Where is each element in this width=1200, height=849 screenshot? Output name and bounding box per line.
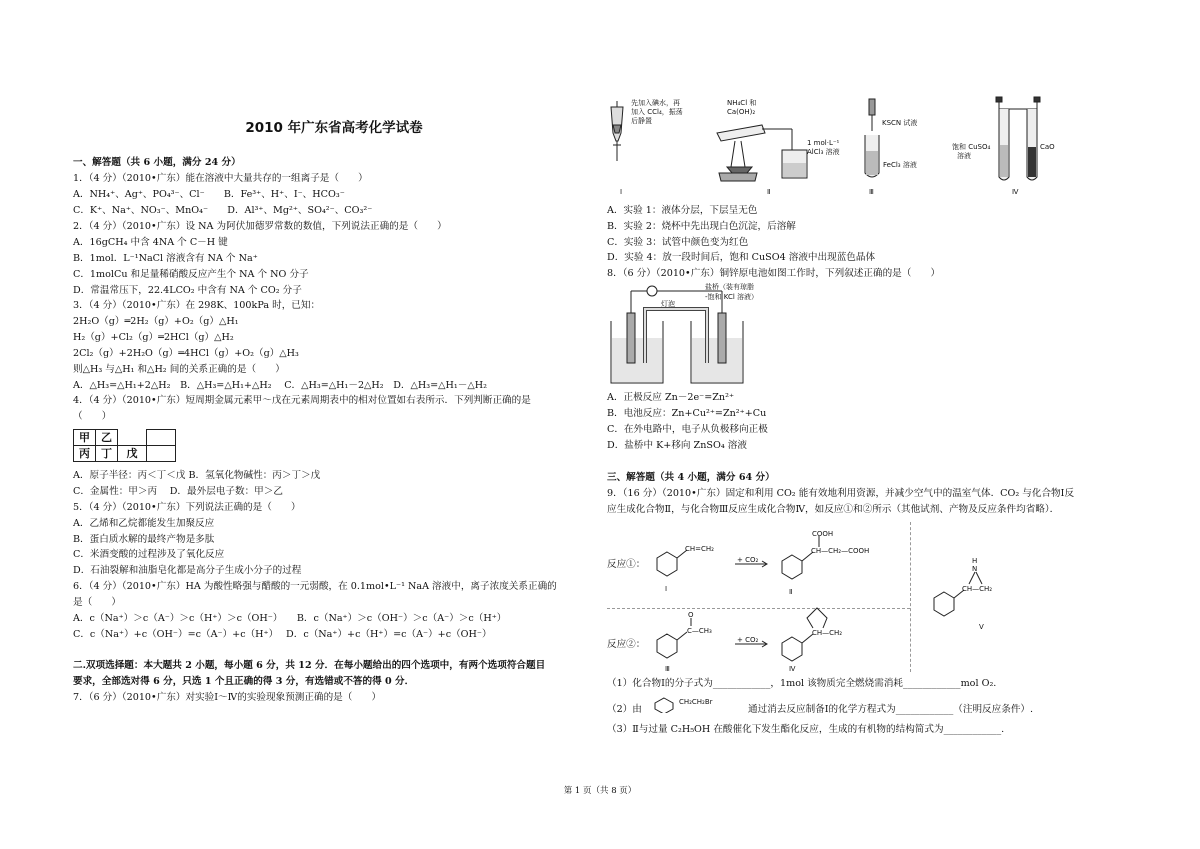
exp3-label-2: FeCl₃ 溶液	[883, 161, 917, 169]
q5-option-c: C．米酒变酸的过程涉及了氧化反应	[73, 549, 225, 560]
q6-stem-end: 是（ ）	[73, 597, 121, 608]
exp2-label-1: NH₄Cl 和	[727, 99, 757, 107]
test-tube-dropper-icon	[865, 99, 879, 177]
reaction-1-label: 反应①：	[607, 559, 646, 570]
q3-equation-2: H₂（g）+Cl₂（g）═2HCl（g）△H₂	[73, 332, 234, 343]
element-yi: 乙	[96, 430, 118, 446]
q7-option-d: D．实验 4：放一段时间后，饱和 CuSO4 溶液中出现蓝色晶体	[607, 252, 876, 263]
periodic-table-fragment	[73, 429, 176, 462]
sealed-tubes-icon	[996, 97, 1040, 180]
compound-5-h: H	[972, 557, 978, 565]
salt-bridge-label-1: 盐桥（装有琼脂	[705, 283, 754, 291]
q2-stem: 2．（4 分）（2010•广东）设 NA 为阿伏加德罗常数的数值，下列说法正确的是（ ）	[73, 221, 447, 232]
compound-5-n: N	[972, 565, 978, 573]
compound-1-number: Ⅰ	[665, 585, 668, 593]
exp3-number: Ⅲ	[869, 188, 874, 196]
q5-option-a: A．乙烯和乙烷都能发生加聚反应	[73, 518, 215, 529]
exp3-label-1: KSCN 试液	[882, 119, 918, 127]
q6-options-cd: C．c（Na⁺）+c（OH⁻）=c（A⁻）+c（H⁺） D．c（Na⁺）+c（H⁺）=c（A⁻）+c（OH⁻）	[73, 629, 492, 640]
q7-option-b: B．实验 2：烧杯中先出现白色沉淀，后溶解	[607, 221, 796, 232]
q4-stem-brackets: （ ）	[73, 411, 112, 422]
q1-stem: 1．（4 分）（2010•广东）能在溶液中大量共存的一组离子是（ ）	[73, 173, 368, 184]
compound-5-group: CH—CH₂	[962, 585, 993, 593]
q9-stem-line-1: 9．（16 分）（2010•广东）固定和利用 CO₂ 能有效地利用资源，并减少空气中的温室气体．CO₂ 与化合物Ⅰ反	[607, 488, 1075, 499]
compound-1-group: CH=CH₂	[685, 545, 714, 553]
element-jia: 甲	[74, 430, 96, 446]
paper-title: 2010 年广东省高考化学试卷	[245, 120, 423, 136]
q8-option-c: C．在外电路中，电子从负极移向正极	[607, 424, 768, 435]
q8-option-b: B．电池反应：Zn+Cu²⁺=Zn²⁺+Cu	[607, 408, 767, 419]
exp1-number: Ⅰ	[620, 188, 623, 196]
reaction-2-label: 反应②：	[607, 639, 646, 650]
q9-part-1: （1）化合物Ⅰ的分子式为____________，1mol 该物质完全燃烧需消耗____________mol O₂.	[607, 678, 997, 689]
q2-option-d: D．常温常压下，22.4LCO₂ 中含有 NA 个 CO₂ 分子	[73, 285, 302, 296]
q7-option-c: C．实验 3：试管中颜色变为红色	[607, 237, 749, 248]
q3-question: 则△H₃ 与△H₁ 和△H₂ 间的关系正确的是（ ）	[73, 364, 285, 375]
exp4-label-3: CaO	[1040, 143, 1055, 151]
q8-option-a: A．正极反应 Zn－2e⁻=Zn²⁺	[607, 392, 735, 403]
gas-generation-apparatus-icon	[717, 125, 807, 181]
q3-stem: 3．（4 分）（2010•广东）在 298K、100kPa 时，已知：	[73, 300, 321, 311]
q6-options-ab: A．c（Na⁺）＞c（A⁻）＞c（H⁺）＞c（OH⁻） B．c（Na⁺）＞c（OH⁻）＞c（A⁻）＞c（H⁺）	[73, 613, 507, 624]
experiment-apparatus-figure	[607, 95, 1055, 200]
benzene-ring-icon	[657, 634, 677, 658]
benzene-ring-icon	[782, 555, 802, 579]
q9-part-2	[607, 697, 1034, 718]
q2-option-a: A．16gCH₄ 中含 4NA 个 C－H 键	[73, 237, 228, 248]
q9-part-2-prefix: （2）由	[607, 704, 642, 715]
compound-4-number: Ⅳ	[789, 665, 796, 673]
q4-options-cd: C．金属性：甲＞丙 D．最外层电子数：甲＞乙	[73, 486, 283, 497]
q5-option-b: B．蛋白质水解的最终产物是多肽	[73, 534, 215, 545]
element-ding: 丁	[96, 446, 118, 462]
lamp-label: 灯泡	[661, 300, 675, 308]
q9-stem-line-2: 应生成化合物Ⅱ，与化合物Ⅲ反应生成化合物Ⅳ，如反应①和②所示（其他试剂、产物及反应条件均省略）．	[607, 504, 1060, 515]
exp4-label-1: 饱和 CuSO₄	[952, 143, 991, 151]
section-2-heading: 二.双项选择题：本大题共 2 小题，每小题 6 分，共 12 分．在每小题给出的四个选项中，有两个选项符合题目	[73, 660, 546, 671]
q3-equation-1: 2H₂O（g）═2H₂（g）+O₂（g）△H₁	[73, 316, 239, 327]
compound-5-number: Ⅴ	[979, 623, 984, 631]
phenethyl-bromide-group: CH₂CH₂Br	[678, 697, 713, 706]
q2-option-b: B．1mol．L⁻¹NaCl 溶液含有 NA 个 Na⁺	[73, 253, 258, 264]
compound-2-top-group: COOH	[812, 530, 834, 538]
exp2-number: Ⅱ	[767, 188, 771, 196]
q3-equation-3: 2Cl₂（g）+2H₂O（g）═4HCl（g）+O₂（g）△H₃	[73, 348, 299, 359]
q1-options-ab: A．NH₄⁺、Ag⁺、PO₄³⁻、Cl⁻ B．Fe³⁺、H⁺、I⁻、HCO₃⁻	[73, 189, 345, 200]
exp1-label-1: 先加入碘水，再	[631, 99, 680, 107]
exp2-label-2: Ca(OH)₂	[727, 108, 756, 116]
exp2-label-4: AlCl₃ 溶液	[807, 148, 840, 156]
separatory-funnel-icon	[611, 101, 623, 161]
q2-option-c: C．1molCu 和足量稀硝酸反应产生个 NA 个 NO 分子	[73, 269, 309, 280]
exp4-label-2: 溶液	[957, 152, 971, 160]
section-1-heading: 一、解答题（共 6 小题，满分 24 分）	[73, 157, 241, 168]
q5-option-d: D．石油裂解和油脂皂化都是高分子生成小分子的过程	[73, 565, 302, 576]
reactant-co2-2: + CO₂	[737, 636, 759, 644]
q1-options-cd: C．K⁺、Na⁺、NO₃⁻、MnO₄⁻ D．Al³⁺、Mg²⁺、SO₄²⁻、CO₃²⁻	[73, 205, 373, 216]
exp2-label-3: 1 mol·L⁻¹	[807, 139, 840, 147]
section-3-heading: 三、解答题（共 4 小题，满分 64 分）	[607, 472, 775, 483]
compound-3-group: C—CH₃	[687, 627, 712, 635]
compound-2-number: Ⅱ	[789, 588, 793, 596]
benzene-ring-icon	[657, 552, 677, 576]
compound-2-group: CH—CH₂—COOH	[811, 547, 870, 555]
exp1-label-3: 后静置	[631, 117, 652, 125]
galvanic-cell-figure	[607, 283, 759, 388]
q9-part-2-suffix: 通过消去反应制备Ⅰ的化学方程式为____________（注明反应条件）.	[748, 704, 1034, 715]
page-footer: 第 1 页（共 8 页）	[563, 786, 637, 796]
exp1-label-2: 加入 CCl₄，振荡	[631, 108, 683, 116]
compound-3-number: Ⅲ	[665, 665, 670, 673]
q7-stem: 7．（6 分）（2010•广东）对实验Ⅰ～Ⅳ的实验现象预测正确的是（ ）	[73, 692, 382, 703]
salt-bridge-label-2: -饱和 KCl 溶液）	[705, 293, 759, 301]
compound-4-group: CH—CH₂	[812, 629, 843, 637]
reaction-scheme-figure	[607, 522, 1037, 672]
reactant-co2-1: + CO₂	[737, 556, 759, 564]
benzene-ring-icon	[782, 637, 802, 661]
q6-stem: 6．（4 分）（2010•广东）HA 为酸性略强与醋酸的一元弱酸，在 0.1mol•L⁻¹ NaA 溶液中，离子浓度关系正确的	[73, 581, 557, 592]
q4-stem: 4．（4 分）（2010•广东）短周期金属元素甲～戊在元素周期表中的相对位置如右表所示．下列判断正确的是	[73, 395, 531, 406]
q7-option-a: A．实验 1：液体分层，下层呈无色	[607, 205, 758, 216]
phenethyl-bromide-structure	[645, 697, 745, 717]
benzene-ring-icon	[934, 592, 954, 616]
q3-options: A．△H₃=△H₁+2△H₂ B．△H₃=△H₁+△H₂ C．△H₃=△H₁－2△H₂ D．△H₃=△H₁－△H₂	[73, 380, 487, 391]
q8-option-d: D．盐桥中 K+移向 ZnSO₄ 溶液	[607, 440, 747, 451]
q4-options-ab: A．原子半径：丙＜丁＜戊 B．氢氧化物碱性：丙＞丁＞戊	[73, 470, 321, 481]
section-2-heading-cont: 要求，全部选对得 6 分，只选 1 个且正确的得 3 分，有选错或不答的得 0 分．	[73, 676, 415, 687]
q5-stem: 5．（4 分）（2010•广东）下列说法正确的是（ ）	[73, 502, 301, 513]
element-bing: 丙	[74, 446, 96, 462]
exp4-number: Ⅳ	[1012, 188, 1019, 196]
q9-part-3: （3）Ⅱ与过量 C₂H₅OH 在酸催化下发生酯化反应，生成的有机物的结构简式为____________.	[607, 724, 1005, 735]
q8-stem: 8．（6 分）（2010•广东）铜锌原电池如图工作时，下列叙述正确的是（ ）	[607, 268, 941, 279]
element-wu: 戊	[118, 446, 147, 462]
compound-3-oxygen: O	[688, 611, 694, 619]
benzene-ring-icon	[655, 698, 673, 713]
